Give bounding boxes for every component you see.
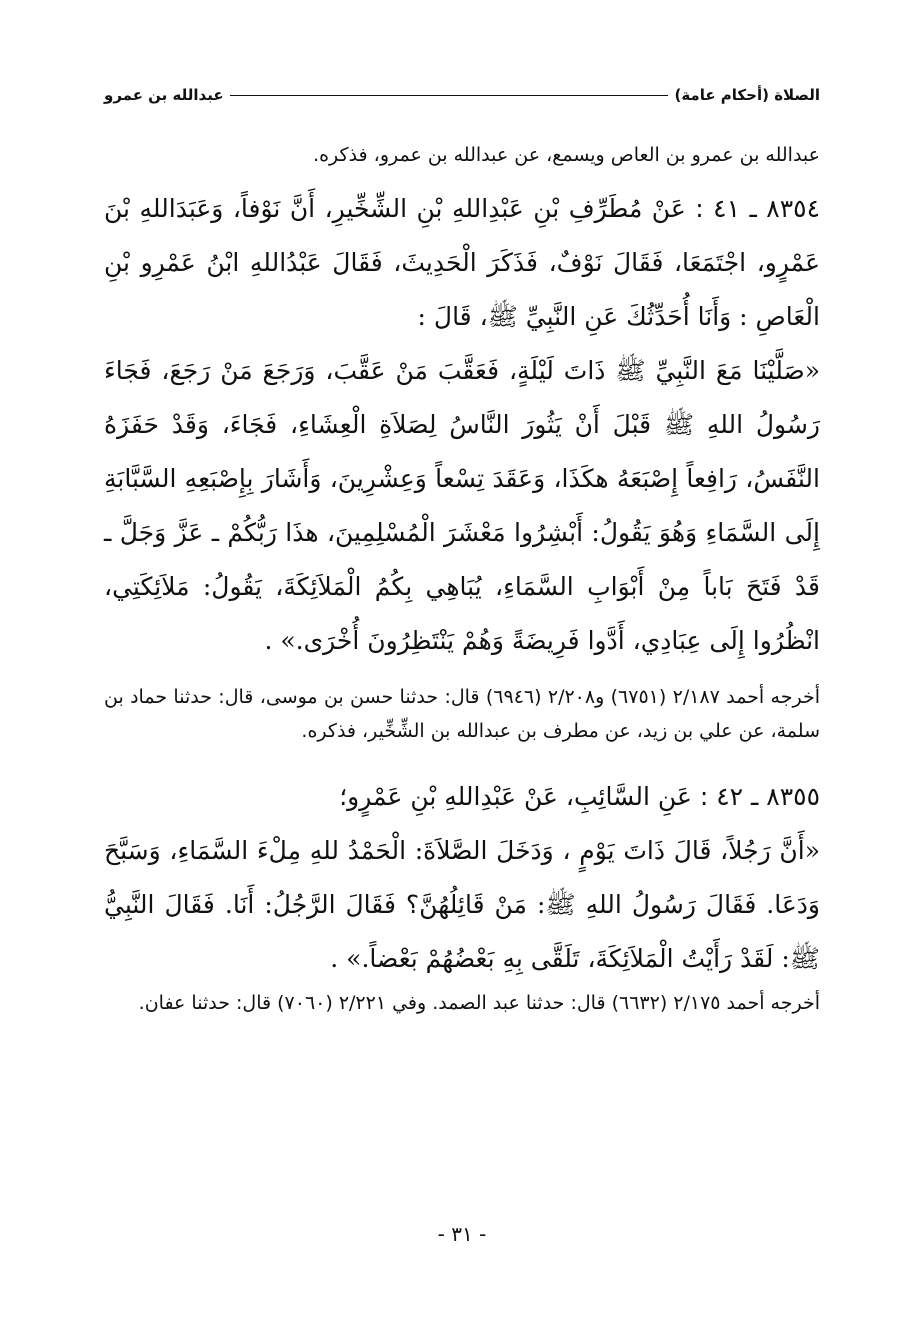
hadith-8354: [104, 182, 820, 344]
spacer: [104, 668, 820, 680]
hadith-number: ٨٣٥٤ ـ ٤١ :: [695, 194, 821, 223]
intro-line: عبدالله بن عمرو بن العاص ويسمع، عن عبدالله بن عمرو، فذكره.: [313, 144, 820, 166]
header-section-title: الصلاة (أحكام عامة): [674, 86, 820, 104]
spacer: [104, 758, 820, 770]
takhrij-note: أخرجه أحمد ٢/١٧٥ (٦٦٣٢) قال: حدثنا عبد الصمد. وفي ٢/٢٢١ (٧٠٦٠) قال: حدثنا عفان.: [138, 992, 820, 1014]
hadith-8355: [104, 770, 820, 824]
page-body: [104, 138, 820, 1030]
header-rule: [230, 95, 669, 96]
hadith-number: ٨٣٥٥ ـ ٤٢ :: [699, 782, 820, 811]
hadith-matn: «أَنَّ رَجُلاً، قَالَ ذَاتَ يَوْمٍ ، وَدَخَلَ الصَّلاَةَ: الْحَمْدُ للهِ مِلْءَ السَّمَاءِ، وَسَبَّحَ وَدَعَا. فَقَالَ رَسُولُ اللهِ ﷺ: مَنْ قَائِلُهُنَّ؟ فَقَالَ الرَّجُلُ: أَنَا. فَقَالَ النَّبِيُّ ﷺ: لَقَدْ رَأَيْتُ الْمَلاَئِكَةَ، تَلَقَّى بِهِ بَعْضُهُمْ بَعْضاً.» .: [104, 836, 820, 973]
hadith-isnad: عَنِ السَّائِبِ، عَنْ عَبْدِاللهِ بْنِ عَمْرٍو؛: [339, 782, 692, 811]
page-number: - ٣١ -: [437, 1222, 487, 1246]
hadith-matn: «صَلَّيْنَا مَعَ النَّبِيِّ ﷺ ذَاتَ لَيْلَةٍ، فَعَقَّبَ مَنْ عَقَّبَ، وَرَجَعَ مَنْ رَجَعَ، فَجَاءَ رَسُولُ اللهِ ﷺ قَبْلَ أَنْ يَثُورَ النَّاسُ لِصَلاَةِ الْعِشَاءِ، فَجَاءَ، وَقَدْ حَفَزَهُ النَّفَسُ، رَافِعاً إِصْبَعَهُ هكَذَا، وَعَقَدَ تِسْعاً وَعِشْرِينَ، وَأَشَارَ بِإِصْبَعِهِ السَّبَّابَةِ إِلَى السَّمَاءِ وَهُوَ يَقُولُ: أَبْشِرُوا مَعْشَرَ الْمُسْلِمِينَ، هذَا رَبُّكُمْ ـ عَزَّ وَجَلَّ ـ قَدْ فَتَحَ بَاباً مِنْ أَبْوَابِ السَّمَاءِ، يُبَاهِي بِكُمُ الْمَلاَئِكَةَ، يَقُولُ: مَلاَئِكَتِي، انْظُرُوا إِلَى عِبَادِي، أَدَّوا فَرِيضَةً وَهُمْ يَنْتَظِرُونَ أُخْرَى.» .: [104, 356, 820, 655]
header-narrator-title: عبدالله بن عمرو: [104, 86, 224, 104]
takhrij-note: أخرجه أحمد ٢/١٨٧ (٦٧٥١) و٢/٢٠٨ (٦٩٤٦) قال: حدثنا حسن بن موسى، قال: حدثنا حماد بن سلمة، عن علي بن زيد، عن مطرف بن عبدالله بن الشِّخِّير، فذكره.: [104, 686, 820, 742]
running-header: [104, 82, 820, 108]
hadith-isnad: عَنْ مُطَرِّفِ بْنِ عَبْدِاللهِ بْنِ الشِّخِّيرِ، أَنَّ نَوْفاً، وَعَبَدَاللهِ بْنَ عَمْرٍو، اجْتَمَعَا، فَقَالَ نَوْفٌ، فَذَكَرَ الْحَدِيثَ، فَقَالَ عَبْدُاللهِ ابْنُ عَمْرِو بْنِ الْعَاصِ : وَأَنَا أُحَدِّثُكَ عَنِ النَّبِيِّ ﷺ، قَالَ :: [104, 194, 820, 331]
